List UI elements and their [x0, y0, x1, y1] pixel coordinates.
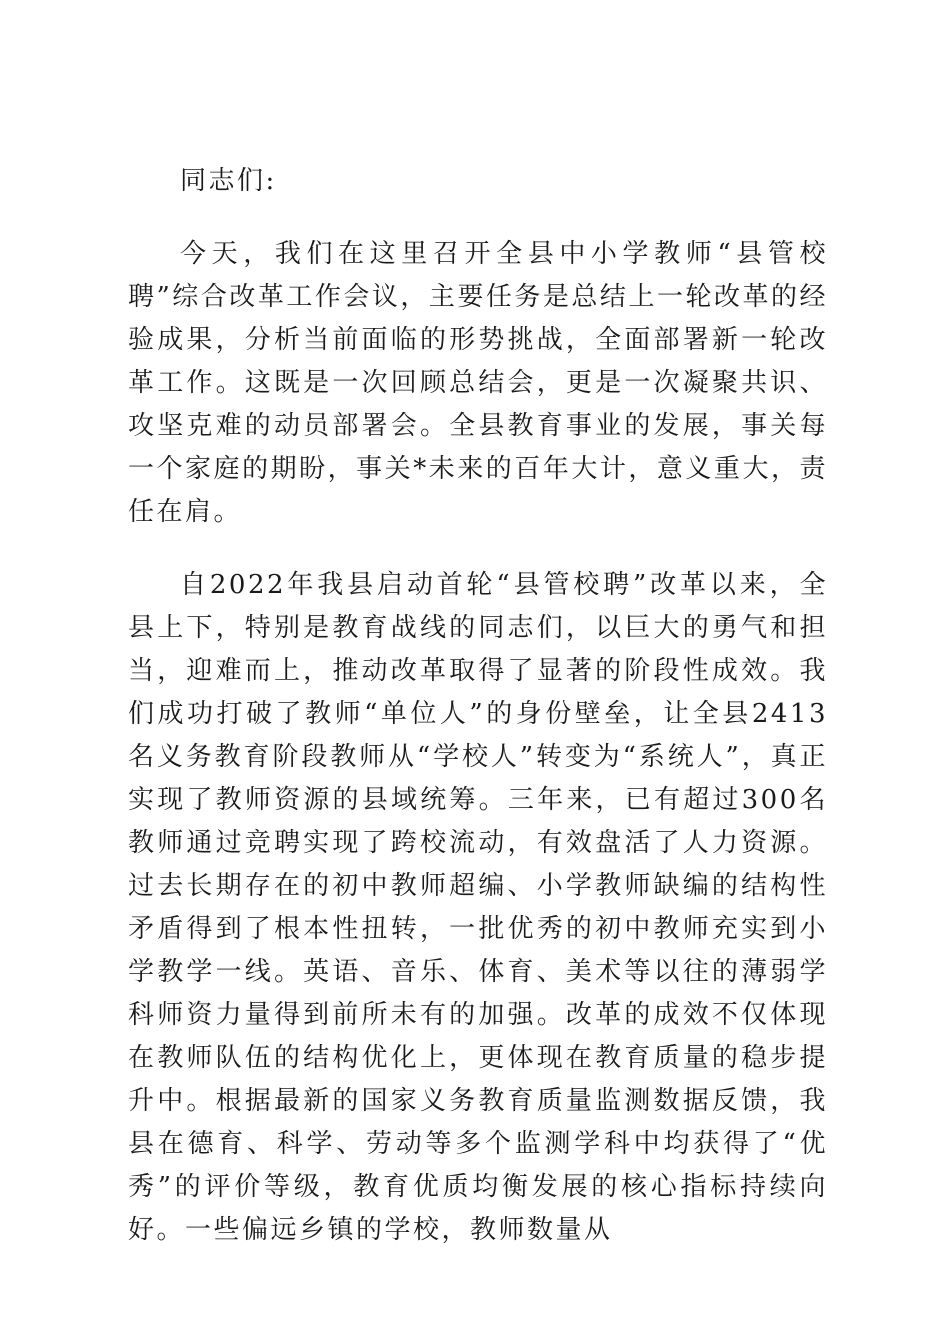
- greeting-line: 同志们:: [180, 166, 277, 196]
- paragraph-intro: 今天，我们在这里召开全县中小学教师“县管校聘”综合改革工作会议，主要任务是总结上一轮改革的经验成果，分析当前面临的形势挑战，全面部署新一轮改革工作。这既是一次回顾总结会，更是一次凝聚共识、攻坚克难的动员部署会。全县教育事业的发展，事关每一个家庭的期盼，事关*未来的百年大计，意义重大，责任在肩。: [128, 239, 828, 527]
- paragraph-achievements: 自2022年我县启动首轮“县管校聘”改革以来，全县上下，特别是教育战线的同志们，以巨大的勇气和担当，迎难而上，推动改革取得了显著的阶段性成效。我们成功打破了教师“单位人”的身份壁垒，让全县2413名义务教育阶段教师从“学校人”转变为“系统人”，真正实现了教师资源的县域统筹。三年来，已有超过300名教师通过竞聘实现了跨校流动，有效盘活了人力资源。过去长期存在的初中教师超编、小学教师缺编的结构性矛盾得到了根本性扭转，一批优秀的初中教师充实到小学教学一线。英语、音乐、体育、美术等以往的薄弱学科师资力量得到前所未有的加强。改革的成效不仅体现在教师队伍的结构优化上，更体现在教育质量的稳步提升中。根据最新的国家义务教育质量监测数据反馈，我县在德育、科学、劳动等多个监测学科中均获得了“优秀”的评价等级，教育优质均衡发展的核心指标持续向好。一些偏远乡镇的学校，教师数量从: [128, 570, 828, 1245]
- document-body: [128, 160, 828, 1252]
